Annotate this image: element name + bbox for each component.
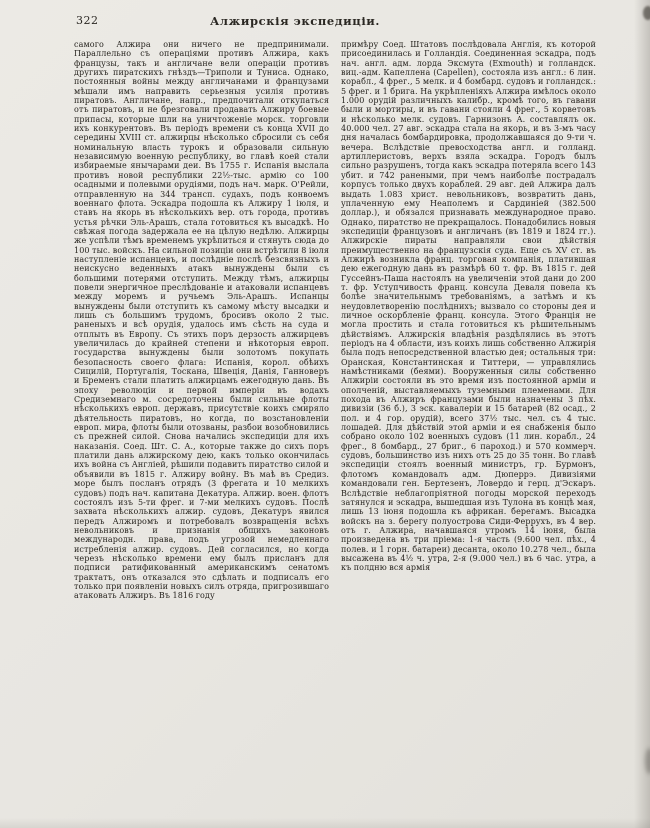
page-header: [74, 14, 596, 30]
right-column-text: примѣру Соед. Штатовъ послѣдовала Англія, къ которой присоединилась и Голландія. Соединенная эскадра, подъ нач. англ. адм. лорда Эксмута (Exmouth) и голландск. виц.-адм. Капеллена (Capellen), состояла изъ англ.: 6 лин. корабл., 4 фрег., 5 мелк. и 4 бомбард. судовъ и голландск.: 5 фрег. и 1 брига. На укрѣпленіяхъ Алжира имѣлось около 1.000 орудій различныхъ калибр., кромѣ того, въ гавани были и мортиры, и въ гавани стояли 4 фрег., 5 корветовъ и нѣсколько мелк. судовъ. Гарнизонъ А. составлялъ ок. 40.000 чел. 27 авг. эскадра стала на якорь, и въ 3-мъ часу дня началась бомбардировка, продолжавшаяся до 9-ти ч. вечера. Вслѣдствіе превосходства англ. и голланд. артиллеристовъ, верхъ взяла эскадра. Городъ былъ сильно разрушенъ, тогда какъ эскадра потеряла всего 143 убит. и 742 ранеными, при чемъ наиболѣе пострадалъ корпусъ только двухъ кораблей. 29 авг. дей Алжира далъ выдать 1.083 христ. невольниковъ, возвратить дань, уплаченную ему Неаполемъ и Сардиніей (382.500 доллар.), и обязался признавать международное право. Однако, пиратство не прекращалось. Понадобились новыя экспедиціи французовъ и англичанъ (въ 1819 и 1824 гг.). Алжирскіе пираты направляли свои дѣйствія преимущественно на французскія суда. Еще съ XV ст. въ Алжирѣ возникла франц. торговая компанія, платившая дею ежегодную дань въ размѣрѣ 60 т. фр. Въ 1815 г. дей Гуссейнъ-Паша настоялъ на увеличеніи этой дани до 200 т. фр. Уступчивость франц. консула Деваля повела къ болѣе значительнымъ требованіямъ, а затѣмъ и къ неудовлетворенію послѣднихъ; вызвало со стороны дея и личное оскорбленіе франц. консула. Этого Франція не могла простить и стала готовиться къ рѣшительнымъ дѣйствіямъ. Алжирскія владѣнія раздѣлялись въ этотъ періодъ на 4 области, изъ коихъ лишь собственно Алжирія была подъ непосредственной властью дея; остальныя три: Оранская, Константинская и Титтери, — управлялись намѣстниками (беями). Вооруженныя силы собственно Алжиріи состояли въ это время изъ постоянной арміи и ополченій, выставляемыхъ туземными племенами. Для похода въ Алжиръ французами были назначены 3 пѣх. дивизіи (36 б.), 3 эск. кавалеріи и 15 батарей (82 осад., 2 пол. и 4 гор. орудій), всего 37½ тыс. чел. съ 4 тыс. лошадей. Для дѣйствій этой арміи и ея снабженія было собрано около 102 военныхъ судовъ (11 лин. корабл., 24 фрег., 8 бомбард., 27 бриг., 6 пароход.) и 570 коммерч. судовъ, большинство изъ нихъ отъ 25 до 35 тонн. Во главѣ экспедиціи стоялъ военный министръ, гр. Бурмонъ, флотомъ командовалъ адм. Дюперрэ. Дивизіями командовали ген. Бертезенъ, Ловердо и герц. д'Эскаръ. Вслѣдствіе неблагопріятной погоды морской переходъ затянулся и эскадра, вышедшая изъ Тулона въ концѣ мая, лишь 13 іюня подошла къ африкан. берегамъ. Высадка войскъ на з. берегу полуострова Сиди-Феррухъ, въ 4 вер. отъ г. Алжира, начавшаяся утромъ 14 іюня, была произведена въ три пріема: 1-я часть (9.600 чел. пѣх., 4 полев. и 1 горн. батареи) десанта, около 10.278 чел., была высажена въ 4½ ч. утра, 2-я (9.000 чел.) въ 6 час. утра, а къ полдню вся армія: [341, 40, 596, 573]
left-column-text: самого Алжира они ничего не предпринимали. Параллельно съ операціями противъ Алжира, какъ французы, такъ и англичане вели операціи противъ другихъ пиратскихъ гнѣздъ—Триполи и Туниса. Однако, постоянныя войны между англичанами и французами мѣшали имъ направить серьезныя усилія противъ пиратовъ. Англичане, напр., предпочитали откупаться отъ пиратовъ, и не брезговали продавать Алжиру боевые припасы, которые шли на уничтоженіе морск. торговли ихъ конкурентовъ. Въ періодъ времени съ конца XVII до середины XVIII ст. алжирцы нѣсколько сбросили съ себя номинальную власть турокъ и образовали сильную независимую военную республику, во главѣ коей стали избираемые янычарами деи. Въ 1755 г. Испанія выслала противъ новой республики 22½-тыс. армію со 100 осадными и полевыми орудіями, подъ нач. марк. О'Рейли, отправленную на 344 трансп. судахъ, подъ конвоемъ военнаго флота. Эскадра подошла къ Алжиру 1 іюля, и ставъ на якорь въ нѣсколькихъ вер. отъ города, противъ устья рѣчки Эль-Арашъ, стала готовиться къ высадкѣ. Но свѣжая погода задержала ее на цѣлую недѣлю. Алжирцы же успѣли тѣмъ временемъ укрѣпиться и стянуть сюда до 100 тыс. войскъ. На сильной позиціи они встрѣтили 8 іюля наступленіе испанцевъ, и послѣдніе послѣ безсвязныхъ и неискусно веденныхъ атакъ вынуждены были съ большими потерями отступить. Между тѣмъ, алжирцы повели энергичное преслѣдованіе и атаковали испанцевъ между моремъ и ручьемъ Эль-Арашъ. Испанцы вынуждены были отступить къ самому мѣсту высадки и лишь съ большимъ трудомъ, бросивъ около 2 тыс. раненыхъ и всѣ орудія, удалось имъ сѣсть на суда и отплыть въ Европу. Съ этихъ поръ дерзость алжирцевъ увеличилась до крайней степени и нѣкоторыя европ. государства вынуждены были золотомъ покупать безопасность своего флага: Испанія, корол. обѣихъ Сицилій, Португалія, Тоскана, Швеція, Данія, Ганноверъ и Бременъ стали платить алжирцамъ ежегодную дань. Въ эпоху революціи и первой имперіи въ водахъ Средиземнаго м. сосредоточены были сильные флоты нѣсколькихъ европ. державъ, присутствіе коихъ смиряло дѣятельность пиратовъ, но когда, по возстановленіи европ. мира, флоты были отозваны, разбои возобновились съ прежней силой. Снова начались экспедиціи для ихъ наказанія. Соед. Шт. С. А., которые также до сихъ поръ платили дань алжирскому дею, какъ только окончилась ихъ война съ Англіей, рѣшили подавить пиратство силой и объявили въ 1815 г. Алжиру войну. Въ маѣ въ Средиз. море былъ посланъ отрядъ (3 фрегата и 10 мелкихъ судовъ) подъ нач. капитана Декатура. Алжир. воен. флотъ состоялъ изъ 5-ти фрег. и 7-ми мелкихъ судовъ. Послѣ захвата нѣсколькихъ алжир. судовъ, Декатуръ явился передъ Алжиромъ и потребовалъ возвращенія всѣхъ невольниковъ и признанія общихъ законовъ международн. права, подъ угрозой немедленнаго истребленія алжир. судовъ. Дей согласился, но когда черезъ нѣсколько времени ему былъ присланъ для подписи ратификованный американскимъ сенатомъ трактатъ, онъ отказался это сдѣлать и подписалъ его только при появленіи новыхъ силъ отряда, пригрозившаго атаковать Алжиръ. Въ 1816 году: [74, 40, 329, 601]
page-number: 322: [76, 14, 99, 27]
page-title: Алжирскія экспедиціи.: [209, 14, 381, 28]
scan-artifact-top: [643, 6, 650, 20]
article-body: [74, 40, 596, 812]
scan-artifact-bottom: [645, 748, 650, 774]
